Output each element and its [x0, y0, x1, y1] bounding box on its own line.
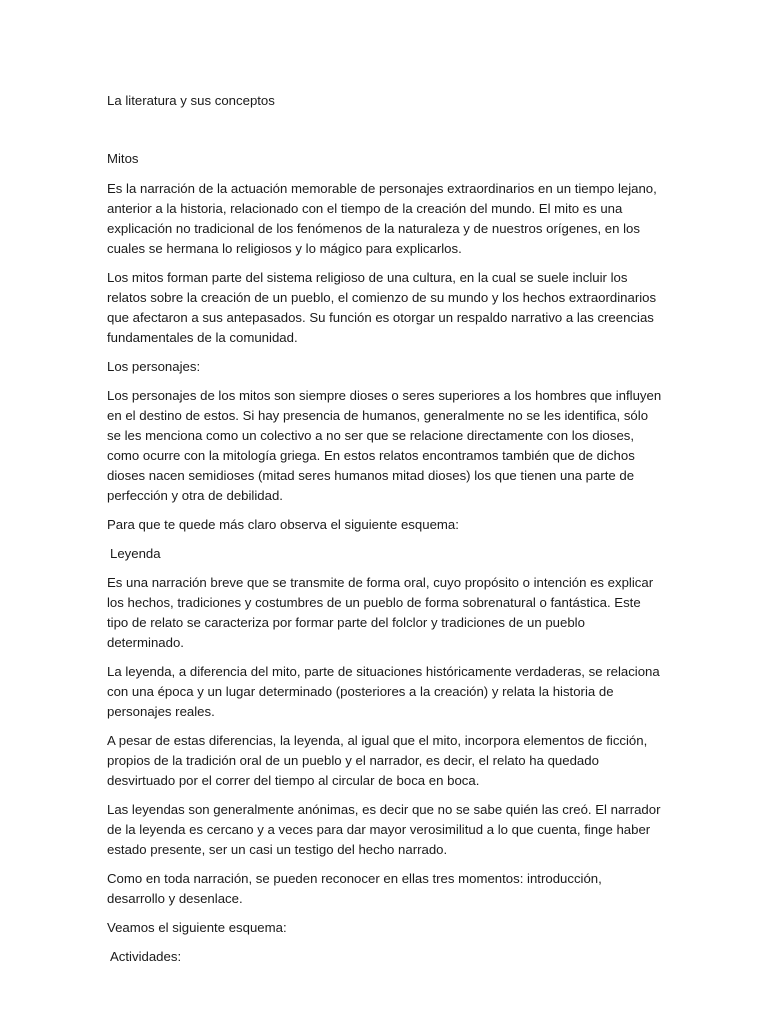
- paragraph-esquema-second: Veamos el siguiente esquema:: [107, 920, 287, 935]
- section-heading-leyenda: Leyenda: [110, 546, 161, 561]
- paragraph-personajes: Los personajes de los mitos son siempre dioses o seres superiores a los hombres que influyen en el destino de estos. Si hay presencia de humanos, generalmente no se les identifica, sólo se les menciona como un colectivo a no ser que se relacione directamente con los dioses, como ocurre con la mitología griega. En estos relatos encontramos también que de dichos dioses nacen semidioses (mitad seres humanos mitad dioses) los que tienen una parte de perfección y otra de debilidad.: [107, 388, 662, 503]
- paragraph-leyenda-fiction: A pesar de estas diferencias, la leyenda, al igual que el mito, incorpora elementos de ficción, propios de la tradición oral de un pueblo y el narrador, es decir, el relato ha quedado desvirtuado por el correr del tiempo al circular de boca en boca.: [107, 733, 648, 788]
- section-heading-mitos: Mitos: [107, 151, 139, 166]
- document-body: [107, 91, 663, 976]
- document-title: La literatura y sus conceptos: [107, 93, 275, 108]
- paragraph-esquema-intro: Para que te quede más claro observa el siguiente esquema:: [107, 517, 459, 532]
- section-heading-personajes: Los personajes:: [107, 359, 201, 374]
- paragraph-mitos-religious-system: Los mitos forman parte del sistema religioso de una cultura, en la cual se suele incluir los relatos sobre la creación de un pueblo, el comienzo de su mundo y los hechos extraordinarios que afectaron a sus antepasados. Su función es otorgar un respaldo narrativo a las creencias fundamentales de la comunidad.: [107, 270, 657, 345]
- section-heading-actividades: Actividades:: [110, 949, 182, 964]
- paragraph-leyenda-anonymous: Las leyendas son generalmente anónimas, es decir que no se sabe quién las creó. El narrador de la leyenda es cercano y a veces para dar mayor verosimilitud a lo que cuenta, finge haber estado presente, ser un casi un testigo del hecho narrado.: [107, 802, 661, 857]
- paragraph-mitos-definition: Es la narración de la actuación memorable de personajes extraordinarios en un tiempo lejano, anterior a la historia, relacionado con el tiempo de la creación del mundo. El mito es una explicación no tradicional de los fenómenos de la naturaleza y de nuestros orígenes, en los cuales se hermana lo religiosos y lo mágico para explicarlos.: [107, 181, 657, 256]
- paragraph-leyenda-definition: Es una narración breve que se transmite de forma oral, cuyo propósito o intención es explicar los hechos, tradiciones y costumbres de un pueblo de forma sobrenatural o fantástica. Este tipo de relato se caracteriza por formar parte del folclor y tradiciones de un pueblo determinado.: [107, 575, 654, 650]
- paragraph-leyenda-moments: Como en toda narración, se pueden reconocer en ellas tres momentos: introducción, desarrollo y desenlace.: [107, 871, 602, 906]
- paragraph-leyenda-differences: La leyenda, a diferencia del mito, parte de situaciones históricamente verdaderas, se relaciona con una época y un lugar determinado (posteriores a la creación) y relata la historia de personajes reales.: [107, 664, 660, 719]
